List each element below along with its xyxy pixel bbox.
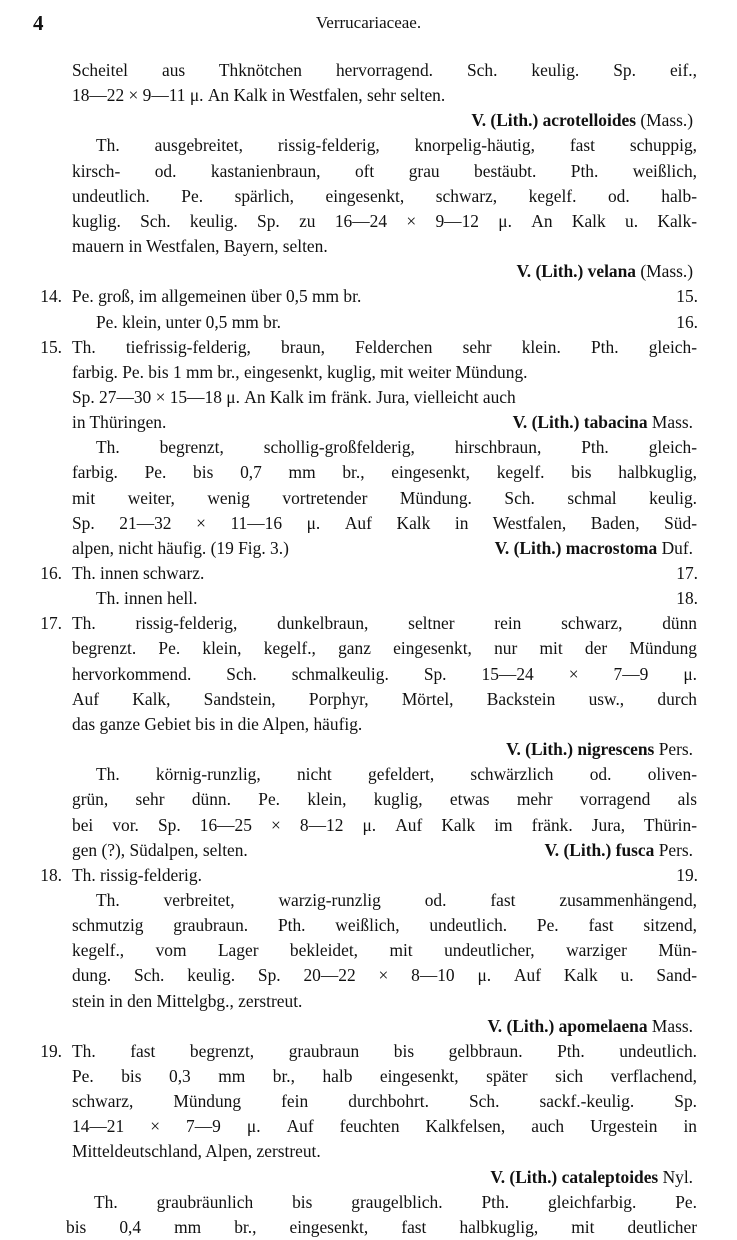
species-line: [0, 838, 737, 863]
text-line: [0, 184, 737, 209]
species-author: (Mass.): [640, 110, 693, 131]
text-line: [0, 611, 737, 636]
genus-label: V. (Lith.): [494, 537, 562, 558]
species-line: [0, 410, 737, 435]
text-line: [0, 662, 737, 687]
species-epithet: fusca: [615, 839, 655, 860]
species-line: [0, 536, 737, 561]
species-author: Duf.: [661, 537, 693, 558]
genus-label: V. (Lith.): [490, 1166, 558, 1187]
genus-label: V. (Lith.): [471, 110, 539, 131]
species-name: [490, 1165, 693, 1190]
line-text: Pe. klein, unter 0,5 mm br.: [96, 311, 281, 332]
text-line: [0, 159, 737, 184]
line-text: Auf Kalk, Sandstein, Porphyr, Mörtel, Backstein usw., durch: [72, 688, 697, 709]
text-line: [0, 1114, 737, 1139]
text-line: [0, 1064, 737, 1089]
line-text: Sp. 21—32 × 11—16 μ. Auf Kalk in Westfalen, Baden, Süd-: [72, 512, 697, 533]
line-text: 18—22 × 9—11 μ. An Kalk in Westfalen, sehr selten.: [72, 85, 446, 106]
text-line: [0, 1215, 737, 1240]
species-name: [506, 737, 693, 762]
species-line: [0, 737, 737, 762]
line-text: Th. verbreitet, warzig-runzlig od. fast zusammenhängend,: [96, 889, 697, 910]
species-epithet: apomelaena: [558, 1015, 648, 1036]
line-text: kuglig. Sch. keulig. Sp. zu 16—24 × 9—12 μ. An Kalk u. Kalk-: [72, 210, 697, 231]
line-text: das ganze Gebiet bis in die Alpen, häufig.: [72, 713, 363, 734]
line-text: begrenzt. Pe. klein, kegelf., ganz eingesenkt, nur mit der Mündung: [72, 638, 697, 659]
text-line: [0, 938, 737, 963]
text-line: [0, 385, 737, 410]
key-number: 14.: [40, 286, 62, 307]
species-epithet: nigrescens: [577, 739, 655, 760]
text-line: [0, 209, 737, 234]
line-text: Sp. 27—30 × 15—18 μ. An Kalk im fränk. Jura, vielleicht auch: [72, 386, 516, 407]
species-name: [513, 410, 693, 435]
line-text: Scheitel aus Thknötchen hervorragend. Sch. keulig. Sp. eif.,: [72, 60, 697, 80]
species-epithet: tabacina: [583, 412, 648, 433]
text-line: [0, 486, 737, 511]
line-text: schwarz, Mündung fein durchbohrt. Sch. sackf.-keulig. Sp.: [72, 1091, 697, 1112]
text-line: [0, 712, 737, 737]
line-text: Pe. bis 0,3 mm br., halb eingesenkt, später sich verflachend,: [72, 1066, 697, 1086]
line-text: stein in den Mittelgbg., zerstreut.: [72, 990, 303, 1011]
key-number: 15.: [40, 336, 62, 357]
species-line: [0, 1014, 737, 1039]
text-line: [0, 913, 737, 938]
line-text: gen (?), Südalpen, selten.: [72, 839, 248, 860]
line-text: schmutzig graubraun. Pth. weißlich, undeutlich. Pe. fast sitzend,: [72, 915, 697, 936]
running-title: Verrucariaceae.: [315, 13, 422, 32]
key-number: 16.: [40, 563, 62, 583]
line-text: in Thüringen.: [72, 412, 167, 433]
species-name: [495, 536, 693, 561]
species-author: Nyl.: [662, 1166, 693, 1187]
species-epithet: macrostoma: [565, 537, 658, 558]
line-text: grün, sehr dünn. Pe. klein, kuglig, etwas mehr vorragend als: [72, 789, 697, 810]
text-line: [0, 360, 737, 385]
species-author: Mass.: [651, 412, 693, 433]
text-line: [0, 1039, 737, 1064]
line-text: Pe. groß, im allgemeinen über 0,5 mm br.: [72, 286, 362, 307]
line-text: 14—21 × 7—9 μ. Auf feuchten Kalkfelsen, auch Urgestein in: [72, 1116, 697, 1137]
line-text: mauern in Westfalen, Bayern, selten.: [72, 236, 328, 257]
key-line: [0, 284, 737, 309]
text-line: [0, 1139, 737, 1164]
species-epithet: velana: [587, 261, 636, 282]
key-reference: 18.: [676, 588, 698, 609]
line-text: Th. graubräunlich bis graugelblich. Pth. gleichfarbig. Pe.: [94, 1191, 697, 1212]
line-text: dung. Sch. keulig. Sp. 20—22 × 8—10 μ. Auf Kalk u. Sand-: [72, 965, 697, 986]
key-line: [0, 863, 737, 888]
line-text: alpen, nicht häufig. (19 Fig. 3.): [72, 537, 289, 558]
text-line: [0, 687, 737, 712]
line-text: hervorkommend. Sch. schmalkeulig. Sp. 15—24 × 7—9 μ.: [72, 663, 697, 684]
line-text: bis 0,4 mm br., eingesenkt, fast halbkuglig, mit deutlicher: [66, 1216, 697, 1237]
species-name: [471, 108, 693, 133]
text-line: [0, 762, 737, 787]
line-text: Th. innen schwarz.: [72, 563, 205, 583]
key-number: 19.: [40, 1040, 62, 1061]
species-line: [0, 1165, 737, 1190]
line-text: kegelf., vom Lager bekleidet, mit undeutlicher, warziger Mün-: [72, 940, 697, 961]
species-name: [544, 838, 693, 863]
key-line: [0, 561, 737, 586]
key-reference: 15.: [676, 286, 698, 307]
text-line: [0, 511, 737, 536]
line-text: Th. rissig-felderig, dunkelbraun, seltner rein schwarz, dünn: [72, 613, 697, 634]
species-author: Mass.: [651, 1015, 693, 1036]
species-author: Pers.: [658, 739, 693, 760]
key-reference: 17.: [676, 563, 698, 583]
genus-label: V. (Lith.): [512, 412, 580, 433]
line-text: Th. ausgebreitet, rissig-felderig, knorpelig-häutig, fast schuppig,: [96, 135, 697, 156]
page-number: 4: [33, 11, 44, 35]
text-line: [0, 58, 737, 83]
key-reference: 16.: [676, 311, 698, 332]
text-line: [0, 963, 737, 988]
text-line: [0, 460, 737, 485]
genus-label: V. (Lith.): [516, 261, 584, 282]
species-author: (Mass.): [640, 261, 693, 282]
text-line: [0, 813, 737, 838]
genus-label: V. (Lith.): [487, 1015, 555, 1036]
text-line: [0, 435, 737, 460]
text-line: [0, 1190, 737, 1215]
species-line: [0, 108, 737, 133]
line-text: Mitteldeutschland, Alpen, zerstreut.: [72, 1141, 321, 1162]
species-epithet: cataleptoides: [561, 1166, 659, 1187]
key-number: 18.: [40, 864, 62, 885]
line-text: bei vor. Sp. 16—25 × 8—12 μ. Auf Kalk im fränk. Jura, Thürin-: [72, 814, 697, 835]
species-author: Pers.: [658, 839, 693, 860]
text-line: [0, 636, 737, 661]
species-epithet: acrotelloides: [542, 110, 636, 131]
text-line: [0, 83, 737, 108]
genus-label: V. (Lith.): [544, 839, 612, 860]
species-line: [0, 259, 737, 284]
key-number: 17.: [40, 613, 62, 634]
text-line: [0, 1089, 737, 1114]
line-text: mit weiter, wenig vortretender Mündung. Sch. schmal keulig.: [72, 487, 697, 508]
key-line: [0, 310, 737, 335]
line-text: Th. begrenzt, schollig-großfelderig, hirschbraun, Pth. gleich-: [96, 437, 697, 458]
genus-label: V. (Lith.): [506, 739, 573, 760]
line-text: Th. fast begrenzt, graubraun bis gelbbraun. Pth. undeutlich.: [72, 1040, 697, 1061]
text-line: [0, 234, 737, 259]
line-text: Th. innen hell.: [96, 588, 198, 609]
line-text: farbig. Pe. bis 1 mm br., eingesenkt, kuglig, mit weiter Mündung.: [72, 361, 528, 382]
line-text: Th. körnig-runzlig, nicht gefeldert, schwärzlich od. oliven-: [96, 764, 697, 785]
line-text: undeutlich. Pe. spärlich, eingesenkt, schwarz, kegelf. od. halb-: [72, 185, 697, 206]
line-text: kirsch- od. kastanienbraun, oft grau bestäubt. Pth. weißlich,: [72, 160, 697, 181]
text-line: [0, 133, 737, 158]
text-line: [0, 335, 737, 360]
species-name: [516, 259, 693, 284]
line-text: Th. rissig-felderig.: [72, 864, 202, 885]
line-text: farbig. Pe. bis 0,7 mm br., eingesenkt, kegelf. bis halbkuglig,: [72, 462, 697, 483]
text-line: [0, 787, 737, 812]
text-line: [0, 888, 737, 913]
species-name: [487, 1014, 693, 1039]
key-line: [0, 586, 737, 611]
key-reference: 19.: [676, 864, 698, 885]
line-text: Th. tiefrissig-felderig, braun, Felderchen sehr klein. Pth. gleich-: [72, 336, 697, 357]
text-line: [0, 989, 737, 1014]
